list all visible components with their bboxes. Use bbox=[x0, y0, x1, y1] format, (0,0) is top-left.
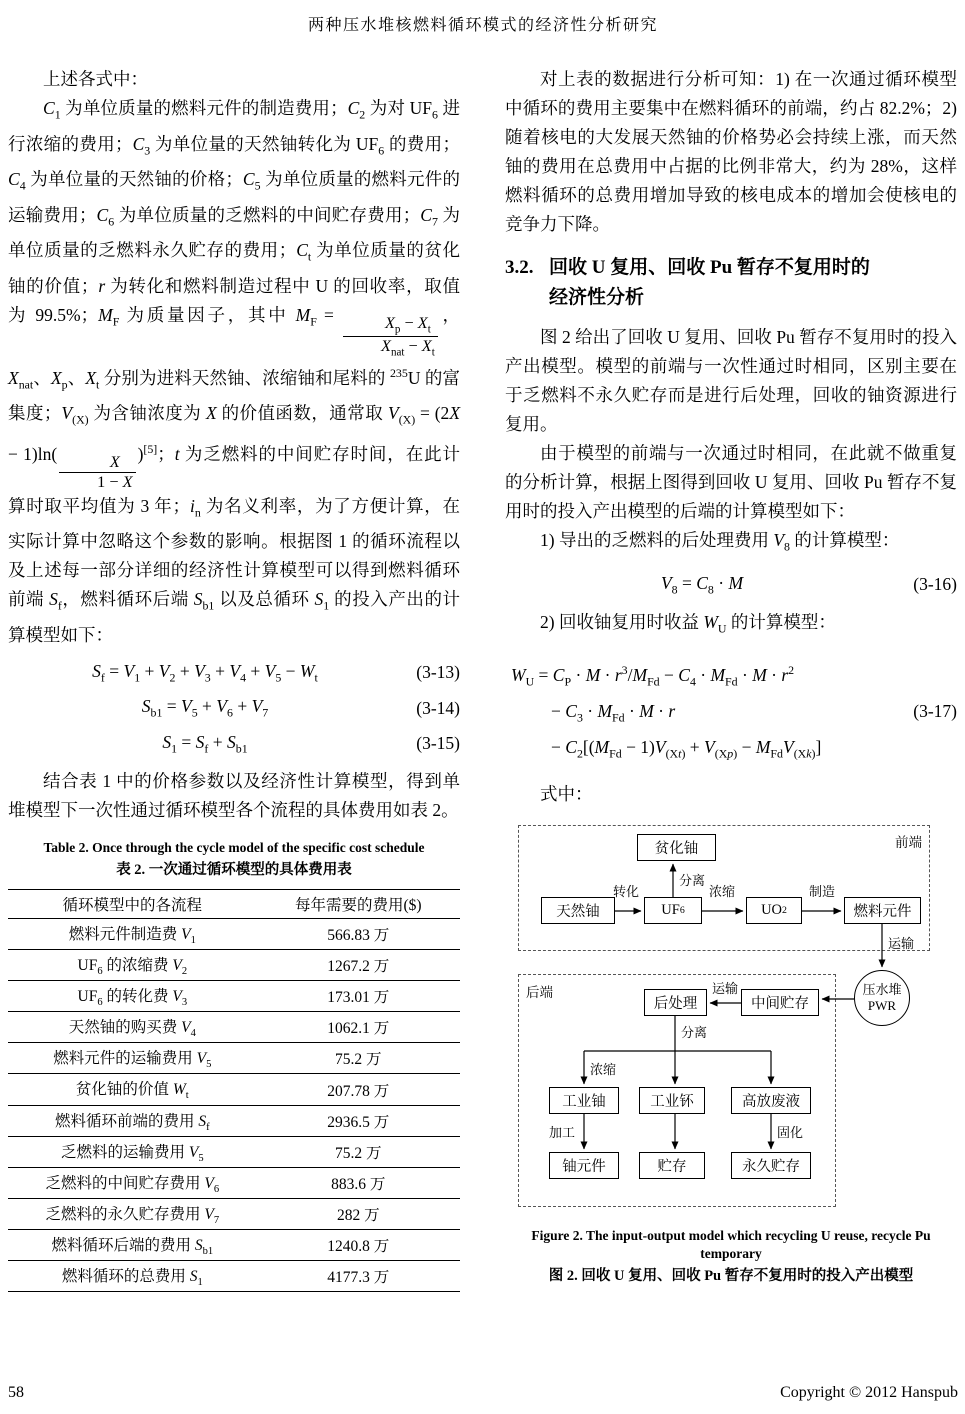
equation-3-15-body: $S_1 = S_f + S_{b1}$ bbox=[162, 731, 248, 755]
edge-label-transport-mid: 运输 bbox=[712, 980, 739, 996]
equation-3-17-line3: − $C_2[(M_{Fd} - 1)V_{(Xt)} + V_{(Xp)} - M_{Fd}V_{(Xk)}]$ bbox=[551, 737, 822, 761]
equation-3-17-number: (3-17) bbox=[913, 701, 957, 722]
process-cell: $UF_6$ 的转化费 $V_3$ bbox=[8, 981, 257, 1012]
cost-cell: 75.2 万 bbox=[257, 1043, 460, 1074]
equation-3-15 bbox=[8, 732, 460, 757]
node-uf6: UF 6 bbox=[644, 897, 702, 924]
equation-3-17-line2: − $C_3 \cdot M_{Fd} \cdot M \cdot r$ bbox=[551, 700, 676, 725]
paragraph-model-backend: 由于模型的前端与一次通过时相同，在此就不做重复的分析计算，根据上图得到回收 U 复用、回收 Pu 暂存不复用时的投入产出模型的后端的计算模型如下： bbox=[505, 443, 957, 521]
cost-table-body bbox=[8, 919, 460, 1292]
section-number: 3.2. bbox=[505, 257, 534, 278]
edge-label-solidify: 固化 bbox=[777, 1124, 804, 1140]
section-title-line2: 经济性分析 bbox=[549, 287, 645, 308]
equation-3-14 bbox=[8, 696, 460, 721]
process-cell: 乏燃料的永久贮存费用 $V_7$ bbox=[8, 1198, 257, 1229]
process-cell: 乏燃料的运输费用 $V_5$ bbox=[8, 1136, 257, 1167]
list-item-2: 2) 回收铀复用时收益 $W_U$ 的计算模型： bbox=[540, 612, 836, 636]
node-depleted-uranium: 贫化铀 bbox=[637, 834, 716, 861]
paragraph-result: 结合表 1 中的价格参数以及经济性计算模型，得到单堆模型下一次性通过循环模型各个流程的具体费用如表 2。 bbox=[8, 771, 460, 820]
figure-caption-zh: 图 2. 回收 U 复用、回收 Pu 暂存不复用时的投入产出模型 bbox=[548, 1267, 914, 1284]
node-fuel-element: 燃料元件 bbox=[844, 897, 921, 924]
process-cell: 燃料元件的运输费用 $V_5$ bbox=[8, 1043, 257, 1074]
table-caption-zh: 表 2. 一次通过循环模型的具体费用表 bbox=[116, 862, 352, 878]
node-reprocessing: 后处理 bbox=[644, 989, 707, 1016]
left-column bbox=[8, 65, 460, 1292]
table-row bbox=[8, 1261, 460, 1292]
cost-cell: 1240.8 万 bbox=[257, 1229, 460, 1260]
paragraph-analysis: 对上表的数据进行分析可知：1) 在一次通过循环模型中循环的费用主要集中在燃料循环的前端，约占 82.2%；2) 随着核电的大发展天然铀的价格势必会持续上涨，而天然铀的费用在总费用中占据的比例非常大，约为 28%，这样燃料循环的总费用增加导致的核电成本的增加会使核电的竞争力下降。 bbox=[505, 69, 957, 234]
table-row bbox=[8, 1074, 460, 1105]
table-row bbox=[8, 981, 460, 1012]
equation-3-15-number: (3-15) bbox=[416, 733, 460, 754]
edge-label-enrich-bottom: 浓缩 bbox=[590, 1061, 617, 1077]
node-natural-uranium: 天然铀 bbox=[541, 897, 615, 924]
node-interim-storage: 中间贮存 bbox=[741, 989, 819, 1016]
node-uranium-element: 铀元件 bbox=[549, 1152, 619, 1179]
cost-cell: 1267.2 万 bbox=[257, 950, 460, 981]
cost-cell: 173.01 万 bbox=[257, 981, 460, 1012]
col-header-cost: 每年需要的费用($) bbox=[257, 890, 460, 919]
paragraph-where: 式中： bbox=[540, 783, 593, 804]
section-heading-3-2 bbox=[505, 253, 957, 313]
table-row bbox=[8, 1167, 460, 1198]
process-cell: 乏燃料的中间贮存费用 $V_6$ bbox=[8, 1167, 257, 1198]
two-column-body bbox=[8, 65, 958, 1292]
edge-label-transport-top: 运输 bbox=[888, 935, 915, 951]
paragraph-figure2-intro: 图 2 给出了回收 U 复用、回收 Pu 暂存不复用时的投入产出模型。模型的前端与一次性通过时相同，区别主要在于乏燃料不永久贮存而是进行后处理，回收的铀资源进行复用。 bbox=[505, 327, 957, 434]
node-storage: 贮存 bbox=[639, 1152, 705, 1179]
equation-3-14-number: (3-14) bbox=[416, 697, 460, 718]
node-high-level-waste: 高放废液 bbox=[731, 1087, 811, 1114]
equation-3-17-line1: $W_U = C_P \cdot M \cdot r^3/M_{Fd} - C_4 \cdot M_{Fd} \cdot M \cdot r^2$ bbox=[511, 662, 795, 688]
process-cell: $UF_6$ 的浓缩费 $V_2$ bbox=[8, 950, 257, 981]
table-row bbox=[8, 1105, 460, 1136]
figure-2-diagram bbox=[511, 821, 951, 1213]
equation-3-13-body: $S_f = V_1 + V_2 + V_3 + V_4 + V_5 - W_t$ bbox=[92, 660, 318, 684]
right-column bbox=[505, 65, 957, 1292]
node-industrial-plutonium: 工业钚 bbox=[639, 1087, 705, 1114]
cost-cell: 75.2 万 bbox=[257, 1136, 460, 1167]
process-cell: 天然铀的购买费 $V_4$ bbox=[8, 1012, 257, 1043]
table-row bbox=[8, 919, 460, 950]
cost-cell: 282 万 bbox=[257, 1198, 460, 1229]
process-cell: 燃料循环后端的费用 $S_{b1}$ bbox=[8, 1229, 257, 1260]
cost-cell: 1062.1 万 bbox=[257, 1012, 460, 1043]
table-row bbox=[8, 1198, 460, 1229]
back-end-label: 后端 bbox=[526, 984, 553, 1000]
table-row bbox=[8, 1043, 460, 1074]
table-caption-en: Table 2. Once through the cycle model of the specific cost schedule bbox=[43, 840, 425, 855]
list-item-1: 1) 导出的乏燃料的后处理费用 $V_8$ 的计算模型： bbox=[540, 530, 900, 554]
edge-label-separate-top: 分离 bbox=[679, 872, 706, 888]
pwr-label-en: PWR bbox=[867, 997, 897, 1013]
process-cell: 燃料循环前端的费用 $S_f$ bbox=[8, 1105, 257, 1136]
edge-label-process: 加工 bbox=[549, 1124, 576, 1140]
node-uo2: UO 2 bbox=[746, 897, 802, 924]
cost-cell: 566.83 万 bbox=[257, 919, 460, 950]
equation-3-17 bbox=[505, 655, 957, 769]
node-industrial-uranium: 工业铀 bbox=[549, 1087, 619, 1114]
section-title-line1: 回收 U 复用、回收 Pu 暂存不复用时的 bbox=[549, 257, 870, 278]
paragraph-intro: 上述各式中： bbox=[43, 69, 148, 89]
equation-3-13-number: (3-13) bbox=[416, 662, 460, 683]
edge-label-separate-bottom: 分离 bbox=[681, 1024, 708, 1040]
equation-3-13 bbox=[8, 661, 460, 686]
edge-label-convert: 转化 bbox=[613, 883, 640, 899]
table-row bbox=[8, 1136, 460, 1167]
section-title bbox=[549, 253, 870, 313]
equation-3-16-body: $V_8 = C_8 \cdot M$ bbox=[660, 572, 744, 596]
process-cell: 燃料循环的总费用 $S_1$ bbox=[61, 1268, 203, 1289]
page-number: 58 bbox=[8, 1384, 24, 1401]
cost-cell: 2936.5 万 bbox=[257, 1105, 460, 1136]
copyright-notice: Copyright © 2012 Hanspub bbox=[780, 1384, 958, 1401]
paragraph-variable-definitions: $C_1$ 为单位质量的燃料元件的制造费用；$C_2$ 为对 $UF_6$ 进行浓缩的费用；$C_3$ 为单位量的天然铀转化为 $UF_6$ 的费用；$C_4$ 为单位量的天然铀的价格；$C_5$ 为单位质量的燃料元件的运输费用；$C_6$ 为单位质量的乏燃料的中间贮存费用；$C_7$ 为单位质量的乏燃料永久贮存的费用；$C_t$ 为单位质量的贫化铀的价值；r 为转化和燃料制造过程中 U 的回收率，取值为 99.5%；$M_F$ 为质量因子，其中 $M_F$ = $\frac{X_p - X_t}{X_{nat} - X_t}$ ，$X_{nat}$、$X_p$、$X_t$ 分别为进料天然铀、浓缩铀和尾料的 $^{235}$U 的富集度；$V_{(X)}$ 为含铀浓度为 X 的价值函数，通常取 $V_{(X)} = (2X - 1)\ln$( $\frac{X}{1 - X}$ )[5]；t 为乏燃料的中间贮存时间，在此计算时取平均值为 3 年；$i_n$ 为名义利率，为了方便计算，在实际计算中忽略这个参数的影响。根据图 1 的循环流程以及上述每一部分详细的经济性计算模型可以得到燃料循环前端 $S_f$，燃料循环后端 $S_{b1}$ 以及总循环 $S_1$ 的投入产出的计算模型如下： bbox=[8, 98, 461, 645]
cost-cell: 883.6 万 bbox=[257, 1167, 460, 1198]
edge-label-fabricate: 制造 bbox=[809, 883, 836, 899]
col-header-process: 循环模型中的各流程 bbox=[8, 890, 257, 919]
cost-table bbox=[8, 889, 460, 1292]
process-cell: 燃料元件制造费 $V_1$ bbox=[8, 919, 257, 950]
pwr-label-zh: 压水堆 bbox=[862, 981, 902, 997]
figure-caption-en: Figure 2. The input-output model which recycling U reuse, recycle Pu temporary bbox=[531, 1227, 931, 1261]
edge-label-enrich: 浓缩 bbox=[709, 883, 736, 899]
node-pwr-reactor bbox=[854, 970, 910, 1026]
page-footer bbox=[8, 1384, 958, 1402]
table-row bbox=[8, 1229, 460, 1260]
table-row bbox=[8, 950, 460, 981]
equation-3-17-body bbox=[505, 655, 899, 769]
table-row bbox=[8, 1012, 460, 1043]
cost-cell: 4177.3 万 bbox=[327, 1269, 390, 1287]
node-permanent-storage: 永久贮存 bbox=[731, 1152, 811, 1179]
equation-3-16 bbox=[505, 573, 957, 598]
table-header-row bbox=[8, 890, 460, 919]
process-cell: 贫化铀的价值 $W_t$ bbox=[8, 1074, 257, 1105]
equation-3-16-number: (3-16) bbox=[913, 574, 957, 595]
cost-cell: 207.78 万 bbox=[257, 1074, 460, 1105]
equation-3-14-body: $S_{b1} = V_5 + V_6 + V_7$ bbox=[141, 696, 269, 720]
running-head-title: 两种压水堆核燃料循环模式的经济性分析研究 bbox=[307, 17, 658, 34]
front-end-label: 前端 bbox=[895, 834, 922, 850]
